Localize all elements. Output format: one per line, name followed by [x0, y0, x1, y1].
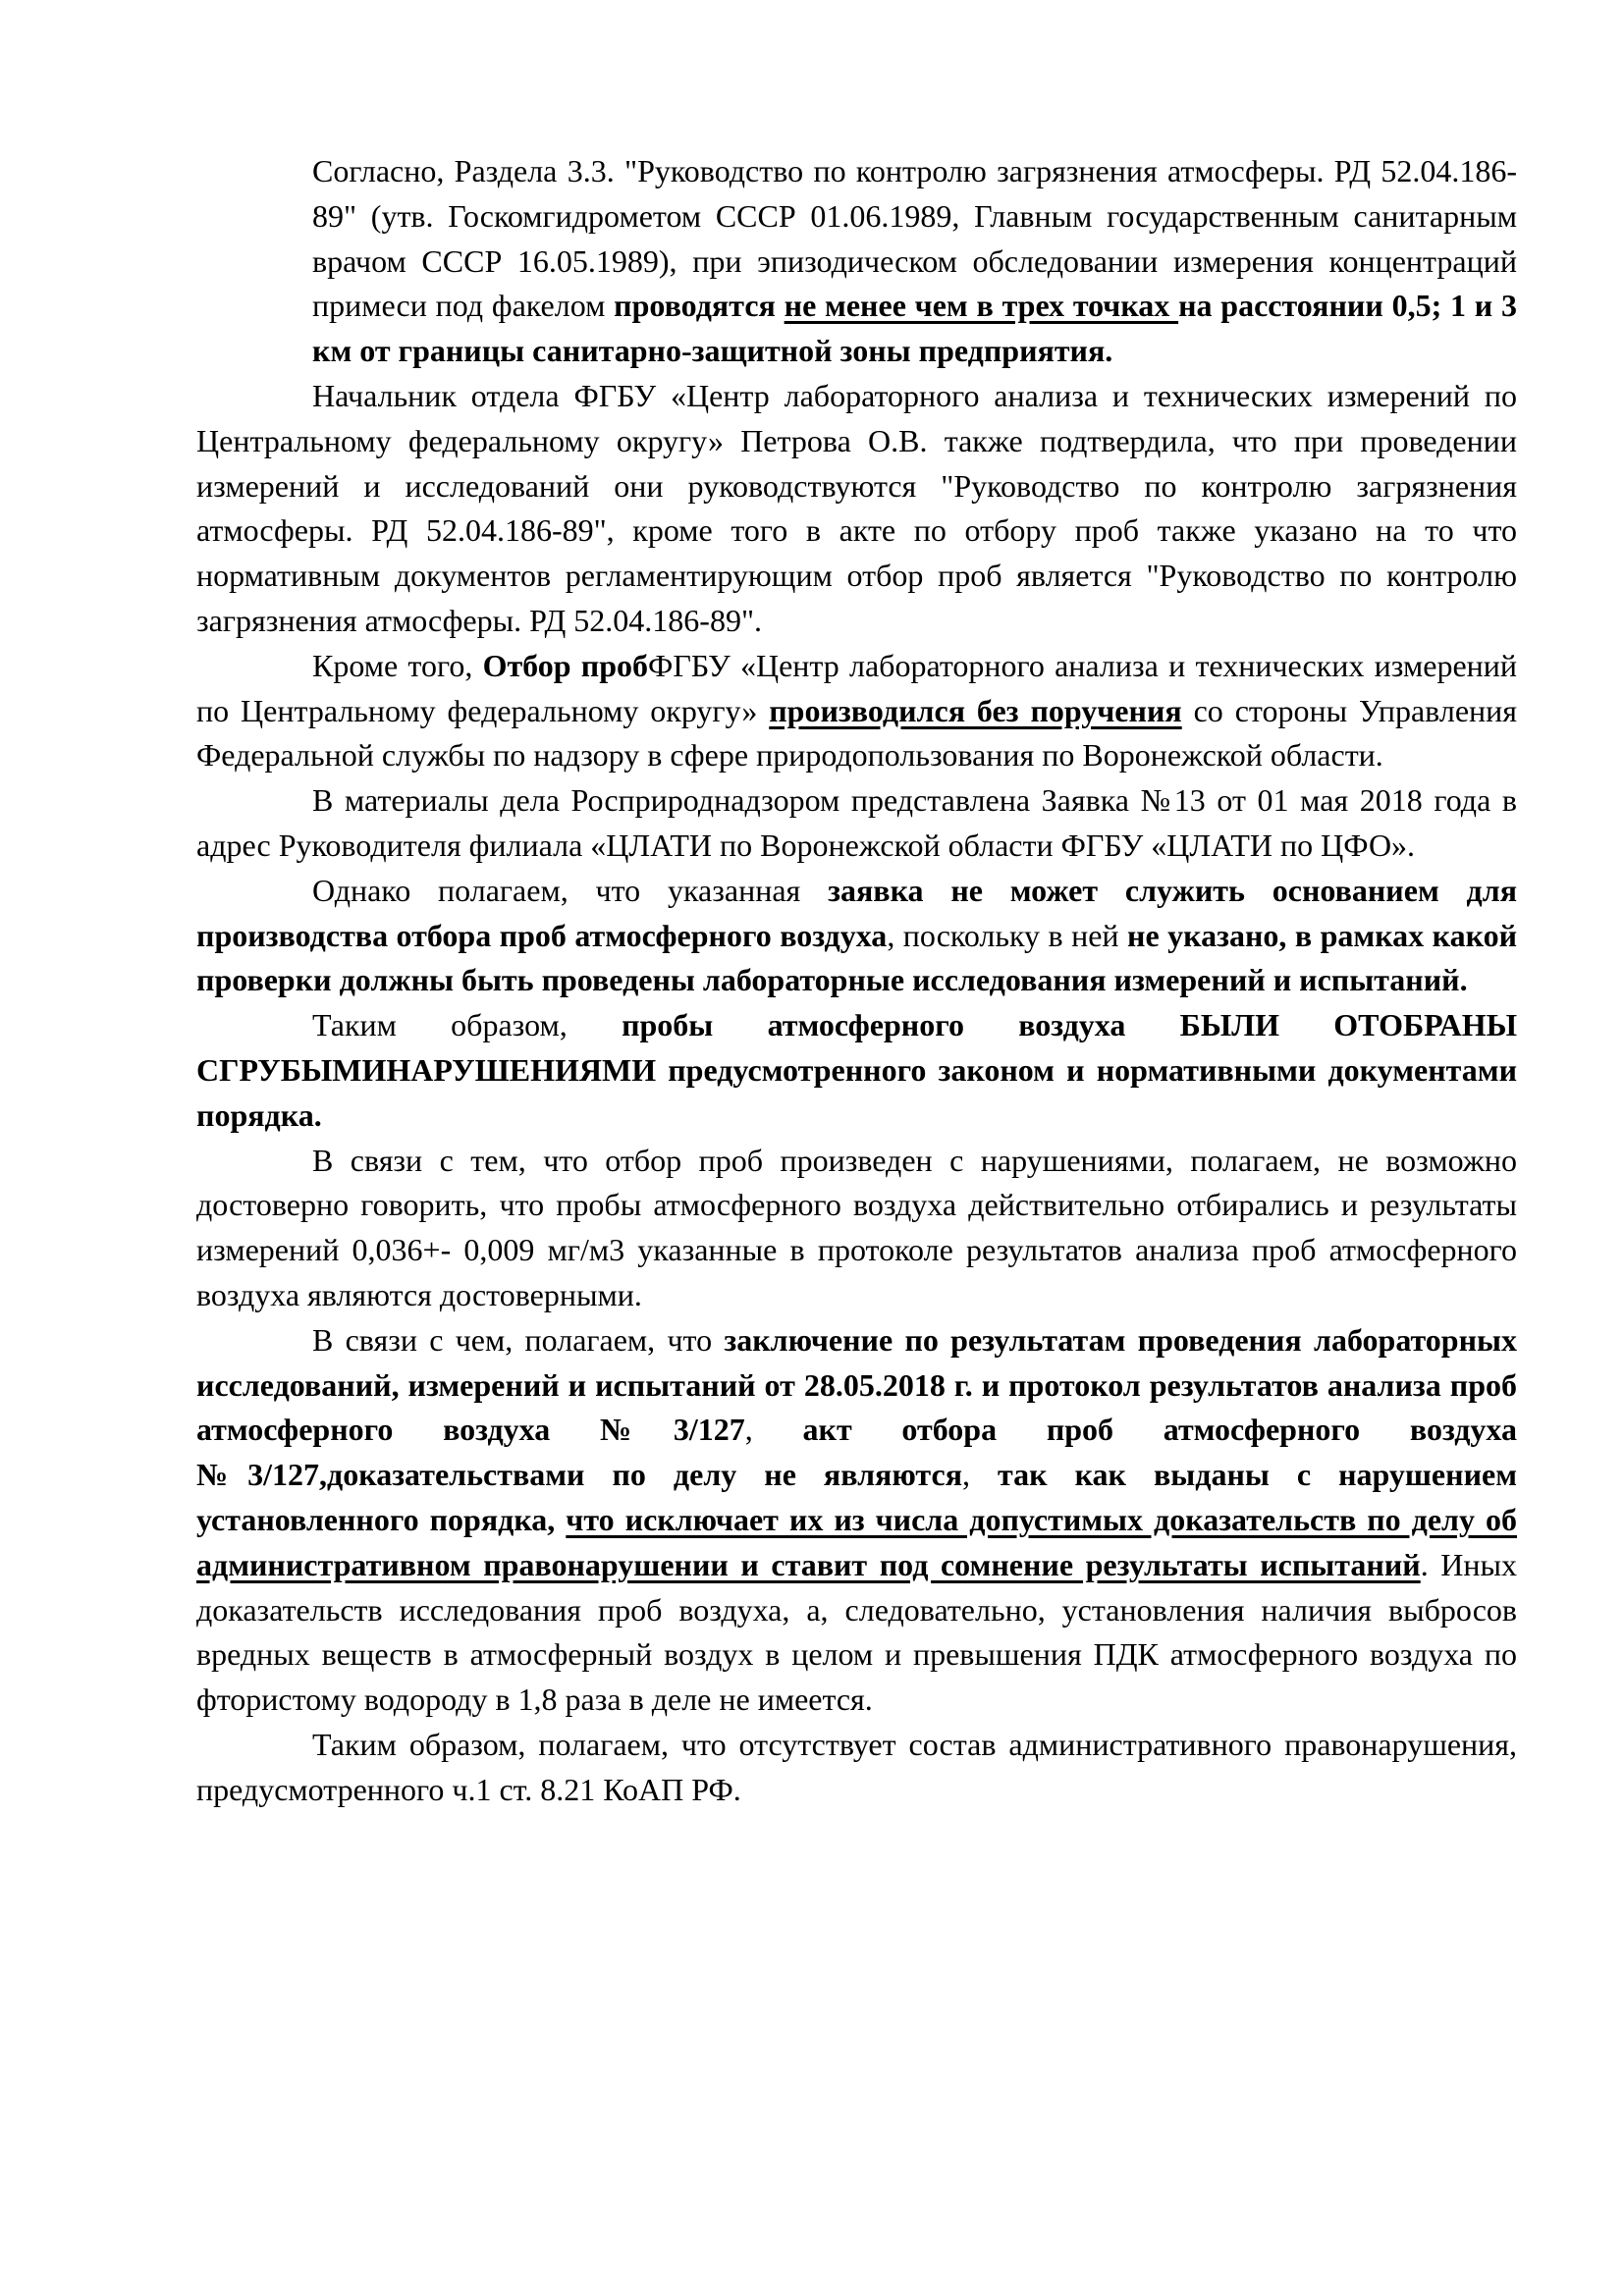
- paragraph-rd-reference: [196, 149, 1517, 374]
- paragraph-sampling-without-order: [196, 644, 1517, 778]
- text-segment: . Иных доказательств исследования проб воздуха, а, следовательно, установления наличия выбросов вредных веществ в атмосферный воздух в целом и превышения ПДК атмосферного воздуха по фтористому водороду в 1,8 раза в деле не имеется.: [196, 1546, 1518, 1718]
- text-segment-bold: акт отбора проб атмосферного воздуха №3/127,доказательствами по делу не являются: [196, 1412, 1518, 1493]
- text-segment: Начальник отдела ФГБУ «Центр лабораторного анализа и технических измерений по Центральному федеральному округу» Петрова О.В. также подтвердила, что при проведении измерений и исследований они руководствуются "Руководство по контролю загрязнения атмосферы. РД 52.04.186-89", кроме того в акте по отбору проб также указано на то что нормативным документов регламентирующим отбор проб является "Руководство по контролю загрязнения атмосферы. РД 52.04.186-89".: [196, 377, 1517, 638]
- text-segment: Кроме того,: [312, 647, 483, 683]
- text-segment-bold-underline: что исключает их из числа допустимых доказательств по делу об административном правонарушении и ставит под сомнение результаты испытаний: [196, 1501, 1518, 1582]
- text-segment-bold: проводятся: [614, 288, 785, 324]
- paragraph-evidence-inadmissible: [196, 1318, 1517, 1723]
- document-page: [196, 149, 1517, 1812]
- text-segment-bold: на расстоянии 0,5; 1 и 3 км от границы санитарно-защитной зоны предприятия.: [312, 288, 1518, 369]
- text-segment-bold-underline: производился без поручения: [769, 692, 1182, 728]
- text-segment: ,: [744, 1412, 803, 1448]
- paragraph-application-13: [196, 778, 1517, 869]
- text-segment-bold: заключение по результатам проведения лабораторных исследований, измерений и испытаний от 28.05.2018 г. и протокол результатов анализа проб атмосферного воздуха №3/127: [196, 1321, 1518, 1448]
- text-segment-bold: не указано, в рамках какой проверки должны быть проведены лабораторные исследования измерений и испытаний.: [196, 917, 1518, 998]
- text-segment: Согласно, Раздела 3.3. "Руководство по контролю загрязнения атмосферы. РД 52.04.186-89" (утв. Госкомгидрометом СССР 01.06.1989, Главным государственным санитарным врачом СССР 16.05.1989), при эпизодическом обследовании измерения концентраций примеси под факелом: [312, 153, 1517, 324]
- text-segment: ,: [962, 1457, 999, 1493]
- text-segment: , поскольку в ней: [887, 917, 1128, 953]
- paragraph-application-invalid: [196, 869, 1517, 1003]
- text-segment-bold: пробы атмосферного воздуха БЫЛИ ОТОБРАНЫ СГРУБЫМИНАРУШЕНИЯМИ предусмотренного законом и нормативными документами порядка.: [196, 1007, 1518, 1133]
- text-segment: Таким образом, полагаем, что отсутствует состав административного правонарушения, предусмотренного ч.1 ст. 8.21 КоАП РФ.: [196, 1726, 1517, 1807]
- text-segment: В материалы дела Росприроднадзором представлена Заявка №13 от 01 мая 2018 года в адрес Руководителя филиала «ЦЛАТИ по Воронежской области ФГБУ «ЦЛАТИ по ЦФО».: [196, 782, 1517, 863]
- paragraph-gross-violations: [196, 1003, 1517, 1138]
- text-segment: ФГБУ «Центр лабораторного анализа и технических измерений по Центральному федеральному округу»: [196, 647, 1518, 728]
- text-segment-bold: заявка не может служить основанием для производства отбора проб атмосферного воздуха: [196, 872, 1518, 953]
- text-segment-bold: Отбор проб: [482, 647, 649, 683]
- text-segment: со стороны Управления Федеральной службы по надзору в сфере природопользования по Воронежской области.: [196, 692, 1518, 774]
- paragraph-conclusion: [196, 1723, 1517, 1813]
- paragraph-measurement-reliability: [196, 1139, 1517, 1318]
- text-segment-bold: так как выданы с нарушением установленного порядка,: [196, 1457, 1518, 1537]
- text-segment: Таким образом,: [312, 1007, 623, 1043]
- paragraph-petrova-confirmation: [196, 374, 1517, 644]
- text-segment: Однако полагаем, что указанная: [312, 872, 829, 908]
- text-segment: В связи с тем, что отбор проб произведен с нарушениями, полагаем, не возможно достоверно говорить, что пробы атмосферного воздуха действительно отбирались и результаты измерений 0,036+- 0,009 мг/м3 указанные в протоколе результатов анализа проб атмосферного воздуха являются достоверными.: [196, 1142, 1517, 1312]
- text-segment-bold-underline: не менее чем в трех точках: [784, 288, 1179, 324]
- text-segment: В связи с чем, полагаем, что: [312, 1321, 725, 1358]
